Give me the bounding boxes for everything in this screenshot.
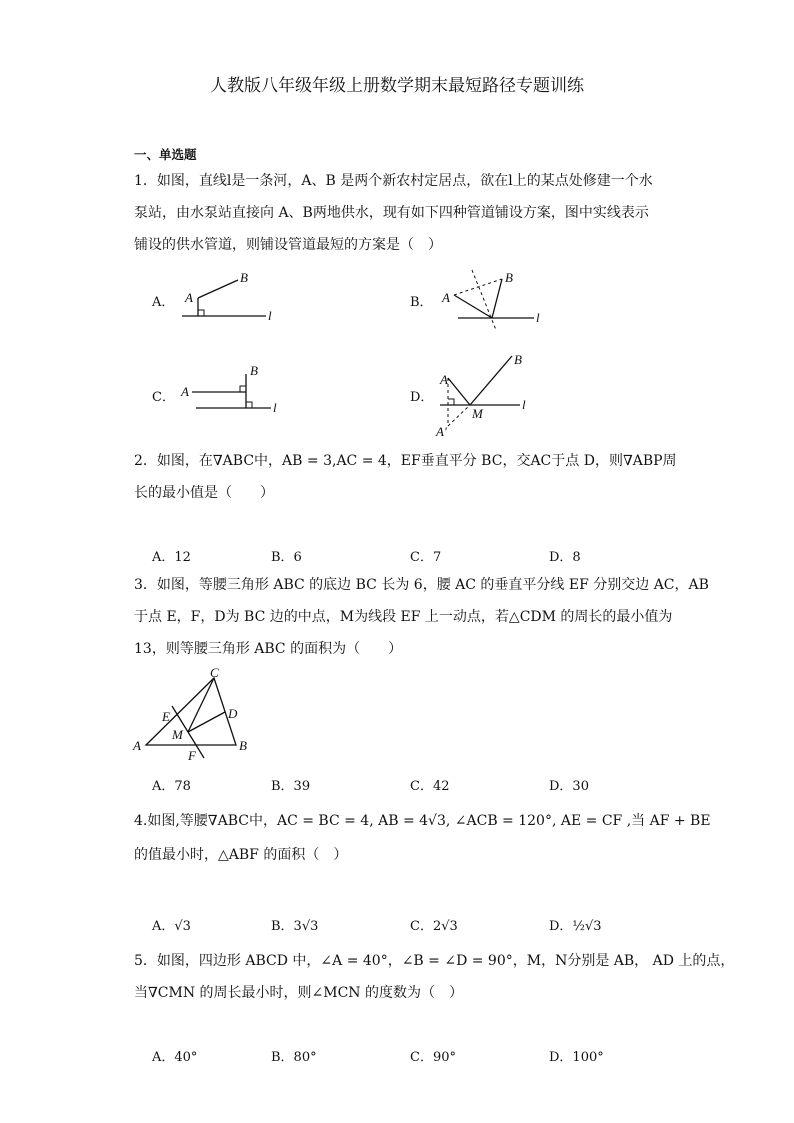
q1b-label-b: B <box>505 270 513 285</box>
q3-label-a: A <box>133 738 141 753</box>
q4-option-b[interactable]: B．3√3 <box>271 919 319 934</box>
q5-option-c[interactable]: C．90° <box>410 1050 456 1065</box>
q4-option-d[interactable]: D．½√3 <box>549 919 602 934</box>
q2-option-a[interactable]: A．12 <box>152 550 191 565</box>
q3-option-a[interactable]: A．78 <box>152 779 191 794</box>
q1d-label-l: l <box>522 397 526 412</box>
q1-option-c[interactable]: C． <box>152 390 175 405</box>
q1-figure-c <box>176 362 296 422</box>
q1-figure-a <box>176 268 286 328</box>
q1-option-a[interactable]: A． <box>152 295 175 310</box>
q1c-label-a: A <box>181 384 189 399</box>
q3-label-e: E <box>162 709 170 724</box>
q2-line-2: 长的最小值是（ ） <box>134 485 274 501</box>
q3-option-d[interactable]: D．30 <box>549 779 589 794</box>
q5-option-b[interactable]: B．80° <box>271 1050 317 1065</box>
q3-label-m: M <box>172 727 183 742</box>
q4-option-a[interactable]: A．√3 <box>152 919 191 934</box>
q3-line-3: 13，则等腰三角形 ABC 的面积为（ ） <box>134 641 403 657</box>
q1a-label-l: l <box>268 308 272 323</box>
q1-figure-b <box>436 262 556 334</box>
q1a-label-b: B <box>240 270 248 285</box>
q5-option-a[interactable]: A．40° <box>152 1050 198 1065</box>
q2-option-d[interactable]: D．8 <box>549 550 581 565</box>
q1-option-d[interactable]: D． <box>410 390 434 405</box>
q4-option-c[interactable]: C．2√3 <box>410 919 458 934</box>
q3-label-d: D <box>228 706 238 721</box>
q1-figure-d <box>430 350 540 440</box>
q1c-label-b: B <box>250 363 258 378</box>
q1-line-2: 泵站，由水泵站直接向 A、B两地供水，现有如下四种管道铺设方案，图中实线表示 <box>134 205 649 221</box>
q1-option-b[interactable]: B． <box>410 295 433 310</box>
q1-line-1: 1．如图，直线l是一条河，A、B 是两个新农村定居点，欲在l上的某点处修建一个水 <box>134 173 653 189</box>
q3-label-f: F <box>188 748 196 763</box>
q3-option-c[interactable]: C．42 <box>410 779 450 794</box>
q1d-label-m: M <box>472 406 483 421</box>
q3-figure <box>128 666 258 766</box>
section-heading: 一、单选题 <box>134 147 197 162</box>
q1b-label-a: A <box>442 290 450 305</box>
q5-line-1: 5．如图，四边形 ABCD 中，∠A = 40°，∠B = ∠D = 90°，M，N分别是 AB， AD 上的点， <box>134 953 735 969</box>
page-title: 人教版八年级年级上册数学期末最短路径专题训练 <box>210 76 584 96</box>
q1b-label-l: l <box>536 310 540 325</box>
q3-label-c: C <box>210 666 219 680</box>
q5-option-d[interactable]: D．100° <box>549 1050 604 1065</box>
q3-option-b[interactable]: B．39 <box>271 779 311 794</box>
q2-option-c[interactable]: C．7 <box>410 550 442 565</box>
q3-line-2: 于点 E，F，D为 BC 边的中点，M为线段 EF 上一动点，若△CDM 的周长的最小值为 <box>134 609 673 625</box>
q1-line-3: 铺设的供水管道，则铺设管道最短的方案是（ ） <box>134 237 442 253</box>
q4-line-2: 的值最小时，△ABF 的面积（ ） <box>134 847 348 863</box>
q1c-label-l: l <box>273 400 277 415</box>
q4-line-1: 4.如图,等腰∇ABC中，AC = BC = 4, AB = 4√3, ∠ACB = 120°, AE = CF ,当 AF + BE <box>134 813 711 829</box>
q3-label-b: B <box>239 738 247 753</box>
q5-line-2: 当∇CMN 的周长最小时，则∠MCN 的度数为（ ） <box>134 985 463 1001</box>
q2-line-1: 2．如图，在∇ABC中，AB = 3,AC = 4，EF垂直平分 BC，交AC于点 D，则∇ABP周 <box>134 453 677 469</box>
q3-line-1: 3．如图，等腰三角形 ABC 的底边 BC 长为 6，腰 AC 的垂直平分线 EF 分别交边 AC，AB <box>134 577 709 593</box>
q1a-label-a: A <box>185 290 193 305</box>
q1d-label-a: A <box>440 372 448 387</box>
q1d-label-b: B <box>514 352 522 367</box>
q1d-label-a-prime: A′ <box>436 424 447 439</box>
q2-option-b[interactable]: B．6 <box>271 550 302 565</box>
